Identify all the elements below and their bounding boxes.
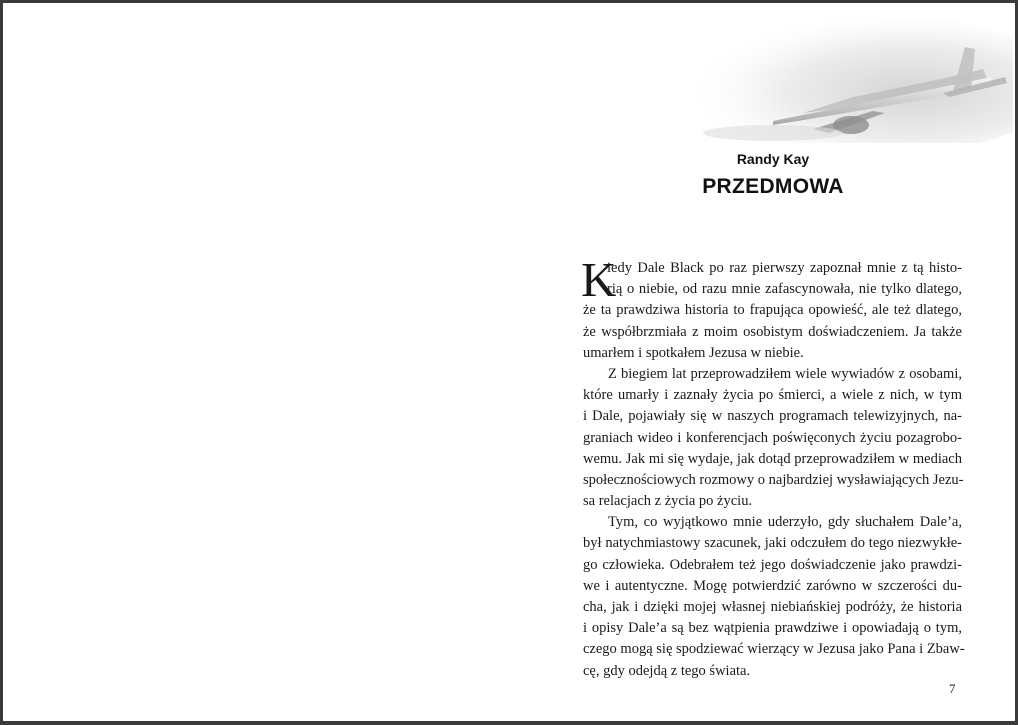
page-number: 7: [949, 681, 956, 696]
text-line: był natychmiastowy szacunek, jaki odczułem do tego niezwykłe-: [583, 535, 962, 552]
text-line: społecznościowych rozmowy o najbardziej wysławiających Jezu-: [583, 471, 964, 488]
text-line: rią o niebie, od razu mnie zafascynowała, nie tylko dlatego,: [607, 281, 962, 298]
text-line: cę, gdy odejdą z tego świata.: [583, 662, 751, 679]
text-line: graniach wideo i konferencjach poświęconych życiu pozagrobo-: [583, 429, 962, 446]
drop-cap: K: [581, 252, 617, 307]
text-line: we i autentyczne. Mogę potwierdzić zarówno w szczerości du-: [583, 577, 962, 594]
airplane-icon: [653, 7, 1013, 143]
text-line: Z biegiem lat przeprowadziłem wiele wywiadów z osobami,: [608, 365, 962, 382]
text-line: sa relacjach z życia po życiu.: [583, 493, 753, 510]
body-text: [581, 252, 965, 682]
text-line: które umarły i zaznały życia po śmierci, a wiele z nich, w tym: [583, 387, 962, 404]
text-line: i opisy Dale’a są bez wątpienia prawdziwe i opowiadają o tym,: [583, 620, 962, 637]
author-name: Randy Kay: [736, 151, 810, 167]
text-line: że ta prawdziwa historia to frapująca opowieść, ale też dlatego,: [583, 302, 962, 319]
text-line: i Dale, pojawiały się w naszych programach telewizyjnych, na-: [583, 408, 962, 425]
text-line: Tym, co wyjątkowo mnie uderzyło, gdy słuchałem Dale’a,: [608, 514, 962, 531]
chapter-title: PRZEDMOWA: [702, 175, 844, 198]
text-line: wemu. Jak mi się wydaje, jak dotąd przeprowadziłem w mediach: [583, 450, 962, 467]
text-line: że współbrzmiała z moim osobistym doświadczeniem. Ja także: [583, 323, 962, 340]
text-line: umarłem i spotkałem Jezusa w niebie.: [583, 344, 804, 361]
text-line: iedy Dale Black po raz pierwszy zapoznał mnie z tą histo-: [607, 260, 962, 276]
text-line: cha, jak i dzięki mojej własnej niebiańskiej podróży, że historia: [583, 599, 962, 615]
text-line: czego mogą się spodziewać wierzący w Jezusa jako Pana i Zbaw-: [583, 641, 965, 658]
text-line: go człowieka. Odebrałem też jego doświadczenie jako prawdzi-: [583, 556, 962, 573]
